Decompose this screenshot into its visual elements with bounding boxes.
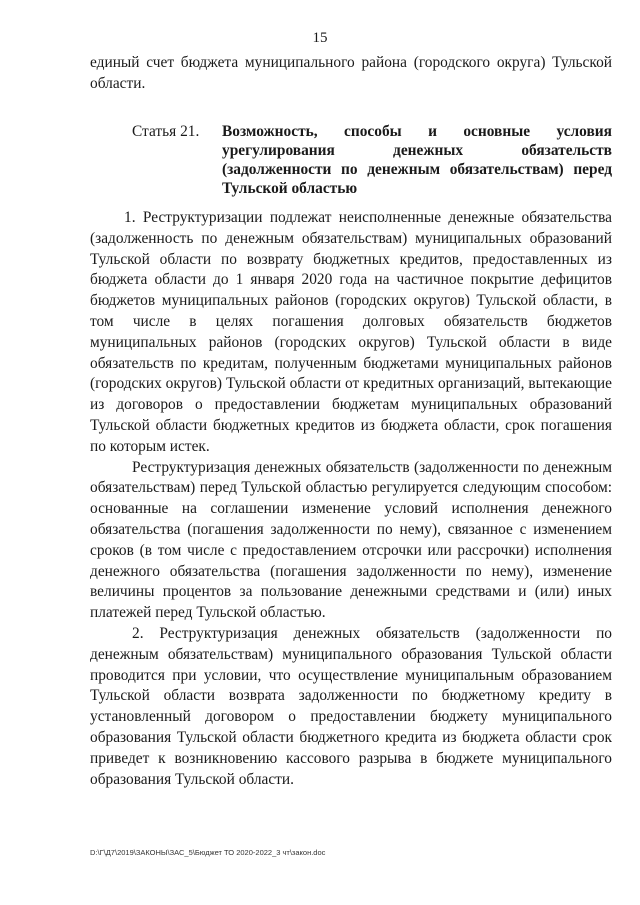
- article-heading: [132, 122, 612, 198]
- article-body: [90, 208, 612, 790]
- intro-paragraph: единый счет бюджета муниципального района (городского округа) Тульской области.: [90, 54, 612, 92]
- paragraph-2: Реструктуризация денежных обязательств (задолженности по денежным обязательствам) перед Тульской областью регулируется следующим способом: основанные на соглашении изменение условий исполнения денежного обязательства (погашения задолженности по нему), связанное с изменением сроков (в том числе с предоставлением отсрочки или рассрочки) исполнения денежного обязательства (погашения задолженности по нему), изменение величины процентов за пользование денежными средствами и (или) иных платежей перед Тульской областью.: [90, 458, 612, 622]
- paragraph-3: 2. Реструктуризация денежных обязательств (задолженности по денежным обязательствам) муниципального образования Тульской области проводится при условии, что осуществление муниципальным образованием Тульской области возврата задолженности по бюджетному кредиту в установленный договором о предоставлении бюджету муниципального образования Тульской области бюджетного кредита из бюджета области срок приведет к возникновению кассового разрыва в бюджете муниципального образования Тульской области.: [90, 624, 612, 788]
- file-path-footer: D:\Г\Д7\2019\ЗАКОНЫ\ЗАС_5\Бюджет ТО 2020-2022_3 чт\закон.doc: [90, 848, 326, 857]
- page-number: 15: [312, 30, 328, 46]
- paragraph-1: 1. Реструктуризации подлежат неисполненные денежные обязательства (задолженность по денежным обязательствам) муниципальных образований Тульской области по возврату бюджетных кредитов, предоставленных из бюджета области до 1 января 2020 года на частичное покрытие дефицитов бюджетов муниципальных районов (городских округов) Тульской области, в том числе в целях погашения долговых обязательств бюджетов муниципальных районов (городских округов) Тульской области в виде обязательств по кредитам, полученным бюджетами муниципальных районов (городских округов) Тульской области от кредитных организаций, вытекающие из договоров о предоставлении бюджетам муниципальных образований Тульской области бюджетных кредитов из бюджета области, срок погашения по которым истек.: [90, 209, 612, 455]
- article-label: Статья 21.: [132, 123, 200, 140]
- article-title: Возможность, способы и основные условия урегулирования денежных обязательств (задолженности по денежным обязательствам) перед Тульской областью: [222, 123, 612, 197]
- intro-text: [90, 53, 612, 95]
